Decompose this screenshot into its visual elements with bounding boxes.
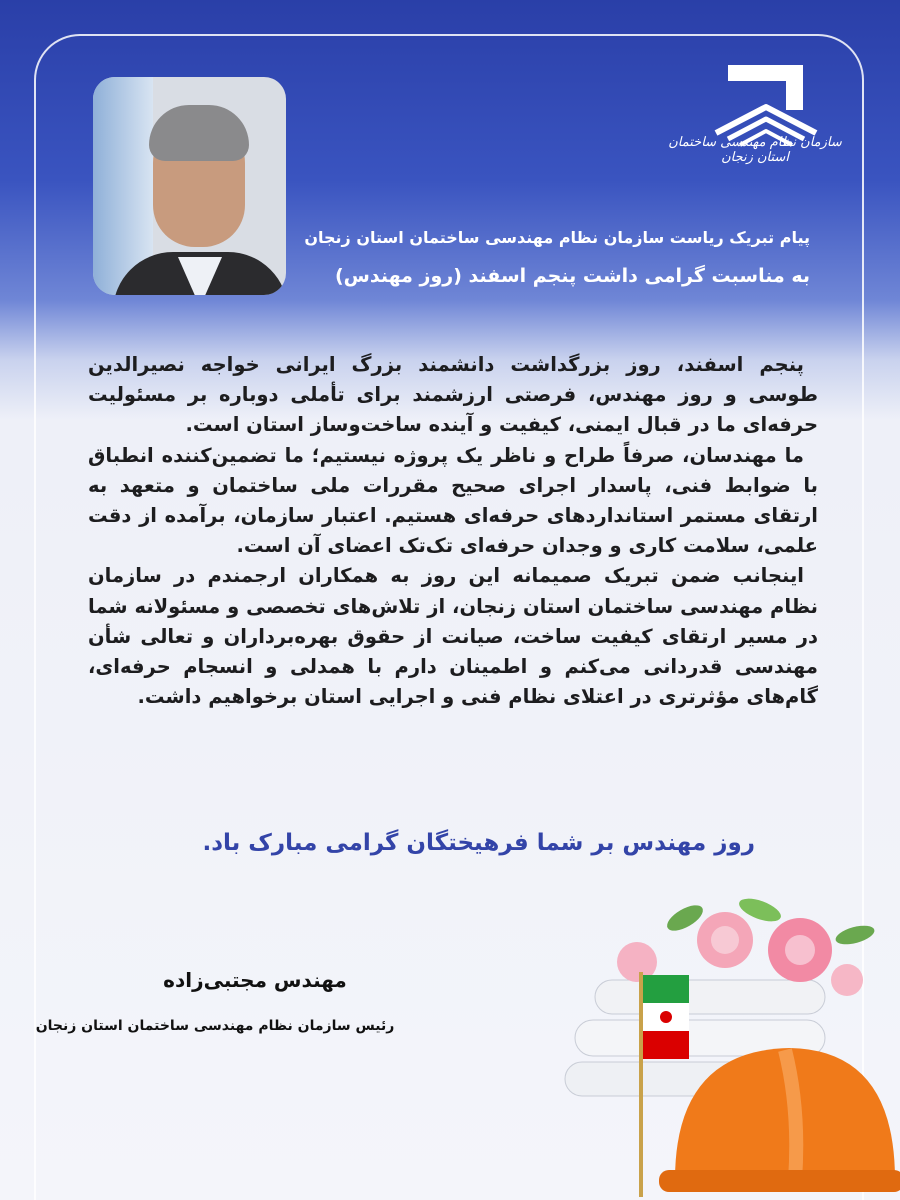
message-body	[88, 350, 818, 712]
greeting-line: روز مهندس بر شما فرهیختگان گرامی مبارک باد.	[202, 830, 755, 856]
helmet-flag-flowers-illustration	[555, 880, 900, 1200]
message-paragraph: پنجم اسفند، روز بزرگداشت دانشمند بزرگ ایرانی خواجه نصیرالدین طوسی و روز مهندس، فرصتی ارزشمند برای تأملی دوباره بر مسئولیت حرفه‌ای ما در قبال ایمنی، کیفیت و آینده ساخت‌وساز استان است.	[88, 353, 818, 437]
signer-title: رئیس سازمان نظام مهندسی ساختمان استان زنجان	[35, 1018, 395, 1034]
message-paragraph: ما مهندسان، صرفاً طراح و ناظر یک پروژه نیستیم؛ ما تضمین‌کننده انطباق با ضوابط فنی، پاسدار اجرای صحیح مقررات ملی ساختمان و متعهد به ارتقای مستمر استانداردهای حرفه‌ای هستیم. اعتبار سازمان، برآمده از دقت علمی، سلامت کاری و وجدان حرفه‌ای تک‌تک اعضای آن است.	[88, 443, 818, 558]
message-paragraph: اینجانب ضمن تبریک صمیمانه این روز به همکاران ارجمندم در سازمان نظام مهندسی ساختمان استان زنجان، از تلاش‌های تخصصی و مسئولانه شما در مسیر ارتقای کیفیت ساخت، صیانت از حقوق بهره‌برداران و تعالی شأن مهندسی قدردانی می‌کنم و اطمینان دارم با همدلی و انسجام حرفه‌ای، گام‌های مؤثرتری در اعتلای نظام فنی و اجرایی استان برخواهیم داشت.	[88, 564, 818, 709]
portrait-photo	[93, 77, 286, 295]
logo-text: سازمان نظام مهندسی ساختمان استان زنجان	[668, 135, 842, 165]
header-subtitle: به مناسبت گرامی داشت پنجم اسفند (روز مهندس)	[335, 265, 810, 287]
header-title: پیام تبریک ریاست سازمان نظام مهندسی ساختمان استان زنجان	[304, 228, 810, 247]
signer-name: مهندس مجتبی‌زاده	[163, 968, 347, 992]
